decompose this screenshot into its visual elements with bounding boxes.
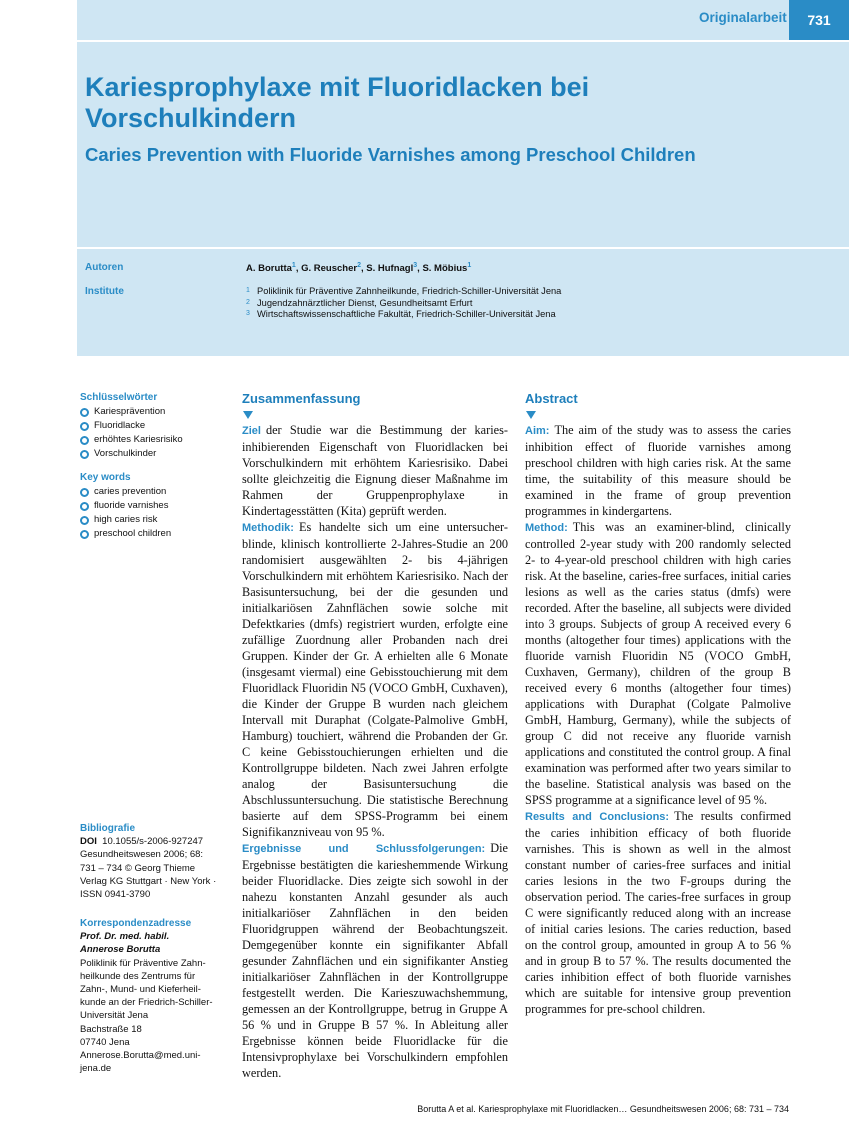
paragraph-text: der Studie war die Bestimmung der karies-inhibierenden Eigenschaft von Fluoridlacken bei Vorschulkindern mit erhöhtem Kariesrisiko. Dabei sollte gleichzeitig die Eignung dieser Maßnahme im Rahmen der Gruppenprophylaxe in Kindertagesstätten (Kita) geprüft werden. — [242, 423, 508, 518]
abstract-paragraph — [525, 422, 791, 519]
bullet-icon — [80, 408, 89, 417]
author-name: G. Reuscher — [301, 263, 358, 275]
correspondence-heading: Korrespondenzadresse — [80, 918, 192, 929]
address-line: Bachstraße 18 — [80, 1023, 142, 1035]
keyword-item — [80, 405, 230, 419]
doi-value: 10.1055/s-2006-927247 — [102, 836, 204, 848]
triangle-marker-icon — [243, 411, 253, 419]
author-affiliation: 1 — [467, 262, 472, 269]
keyword-item — [80, 419, 230, 433]
author-name: S. Möbius — [422, 263, 468, 275]
paragraph-text: Es handelte sich um eine untersucher-blinde, klinisch kontrollierte 2-Jahres-Studie an 200 randomisiert ausgewählten 2- bis 4-jährigen Vorschulkindern mit erhöhtem Kariesrisiko. Nach der Basisuntersuchung, bei der die gesunden und initialkariösen Zahnflächen sowie solche mit Defektkaries (dmfs) registriert wurden, erfolgte eine zufällige Zuordnung aller Probanden nach drei Gruppen. Kinder der Gr. A erhielten alle 6 Monate (insgesamt viermal) eine Gebisstouchierung mit dem Fluoridlack Fluoridin N5 (VOCO GmbH, Cuxhaven), die Kinder der Gruppe B wurden nach gleichem Intervall mit Duraphat (Colgate-Palmolive GmbH, Hamburg) touchiert, während die Probanden der Gr. C keine Gebisstouchierungen erhielten und die Kontrollgruppe bildeten. Nach zwei Jahren erfolgte analog der Basisuntersuchung die Abschlussuntersuchung. Die statistische Berechnung basierte auf dem SPSS-Programm bei einem Signifikanzniveau von 95 %. — [242, 520, 508, 839]
bibliography-line: ISSN 0941-3790 — [80, 889, 151, 901]
correspondence-name: Prof. Dr. med. habil. — [80, 931, 170, 943]
keyword-text: preschool children — [94, 528, 172, 539]
address-line: 07740 Jena — [80, 1036, 130, 1048]
title-english: Caries Prevention with Fluoride Varnishes among Preschool Children — [85, 144, 696, 165]
bibliography-heading: Bibliografie — [80, 823, 136, 834]
keyword-item — [80, 499, 230, 513]
correspondence-name: Annerose Borutta — [80, 944, 161, 956]
keyword-text: Kariesprävention — [94, 406, 166, 417]
keyword-item — [80, 447, 230, 461]
institute-text: Poliklinik für Präventive Zahnheilkunde, Friedrich-Schiller-Universität Jena — [257, 286, 562, 296]
author-name: A. Borutta — [246, 263, 292, 275]
keyword-text: erhöhtes Kariesrisiko — [94, 434, 183, 445]
bibliography — [80, 822, 230, 901]
bullet-icon — [80, 422, 89, 431]
triangle-marker-icon — [526, 411, 536, 419]
paragraph-text: The results confirmed the caries inhibition efficacy of both fluoride varnishes. This is shown as well in the almost constant number of caries-free surfaces and initial caries lesions in the two F-groups during the observation period. The caries-free surfaces in group C were significantly reduced along with an increase of initial caries lesions. The caries reduction, based on the control group, amounted in group A to 56 % and in group B to 57 %. The results documented the caries inhibition effect of both fluoride varnishes which are suitable for intensive group prevention programmes for pre-school children. — [525, 809, 792, 1016]
bullet-icon — [80, 436, 89, 445]
email-line: jena.de — [80, 1063, 112, 1075]
keyword-text: high caries risk — [94, 514, 158, 525]
authors-label: Autoren — [85, 262, 124, 273]
bullet-icon — [80, 488, 89, 497]
author-affiliation: 2 — [357, 262, 361, 269]
email-line: Annerose.Borutta@med.uni- — [80, 1050, 201, 1062]
abstract-column — [525, 391, 791, 1017]
keyword-item — [80, 433, 230, 447]
keywords-english — [80, 471, 230, 541]
bibliography-line: Gesundheitswesen 2006; 68: — [80, 849, 204, 861]
title-german: Kariesprophylaxe mit Fluoridlacken bei Vorschulkindern — [85, 72, 590, 133]
address-line: Universität Jena — [80, 1010, 149, 1022]
institute-item — [246, 298, 561, 310]
paragraph-text: This was an examiner-blind, clinically controlled 2-year study with 200 randomly selected 2- to 4-year-old preschool children with high caries risk. At the baseline, caries-free surfaces, initial caries lesions as well as the caries status (dmfs) were recorded. After the baseline, all subjects were divided into 3 groups. Subjects of group A received every 6 months (altogether four times) applications with the fluoride varnish Fluoridin N5 (VOCO GmbH, Cuxhaven, Germany), children of the group B received every 6 months (altogether four times) applications with Duraphat (Colgate Palmolive GmbH, Hamburg, Germany), while the subjects of group C did not receive any fluoride varnish applications and constituted the control group. A final examination was performed after two years similar to the baseline. Statistical analysis was based on the SPSS programme at a significance level of 95 %. — [525, 520, 791, 807]
zusammenfassung-column — [242, 391, 508, 1081]
paragraph-label: Ziel — [242, 425, 261, 437]
keyword-text: Vorschulkinder — [94, 448, 157, 459]
address-line: kunde an der Friedrich-Schiller- — [80, 997, 213, 1009]
keyword-text: fluoride varnishes — [94, 500, 169, 511]
keyword-item — [80, 527, 230, 541]
bibliography-line: 731 – 734 © Georg Thieme — [80, 862, 196, 874]
keywords-german — [80, 391, 230, 461]
paragraph-label: Results and Conclusions: — [525, 811, 670, 823]
keywords-english-heading: Key words — [80, 472, 131, 483]
bullet-icon — [80, 530, 89, 539]
keyword-item — [80, 513, 230, 527]
author-affiliation: 3 — [413, 262, 418, 269]
institute-item — [246, 309, 561, 321]
abstract-paragraph — [242, 519, 508, 840]
keyword-item — [80, 485, 230, 499]
paragraph-label: Ergebnisse und Schlussfolgerungen: — [242, 843, 486, 855]
correspondence — [80, 917, 230, 1075]
paragraph-text: Die Ergebnisse bestätigten die karieshemmende Wirkung beider Fluoridlacke. Dies zeigte sich sowohl in der nahezu konstanten Anzahl gesunder als auch initialkariöser Zahnflächen in den beiden Fluoridgruppen während der Beobachtungszeit. Demgegenüber konnte ein signifikanter Abfall gesunder Zahnflächen und ein signifikanter Anstieg initialkariöser Zahnflächen in der Kontrollgruppe festgestellt werden. Die Karieszuwachshemmung, gemessen an der Kontrollgruppe, betrug in Gruppe A 56 % und in Gruppe B 57 %. In Ableitung aller Ergebnisse können beide Fluoridlacke für die Intensivprophylaxe bei Vorschulkindern empfohlen werden. — [242, 841, 508, 1080]
paragraph-text: The aim of the study was to assess the caries inhibition effect of fluoride varnishes among preschool children with high caries risk. At the same time, the suitability of this measure should be examined in the frame of group prevention programmes in kindergartens. — [525, 423, 791, 518]
section-label: Originalarbeit — [699, 10, 787, 25]
institute-item — [246, 286, 561, 298]
doi-label: DOI — [80, 836, 97, 848]
bibliography-line: Verlag KG Stuttgart · New York · — [80, 875, 217, 887]
institute-number: 1 — [246, 287, 250, 294]
zusammenfassung-heading: Zusammenfassung — [242, 391, 361, 406]
page-footer: Borutta A et al. Kariesprophylaxe mit Fluoridlacken… Gesundheitswesen 2006; 68: 731 – 734 — [417, 1104, 789, 1114]
address-line: Poliklinik für Präventive Zahn- — [80, 957, 206, 969]
abstract-paragraph — [525, 808, 791, 1017]
address-line: heilkunde des Zentrums für — [80, 970, 196, 982]
author-name: S. Hufnagl — [366, 263, 414, 275]
keywords-german-heading: Schlüsselwörter — [80, 392, 158, 403]
institute-text: Jugendzahnärztlicher Dienst, Gesundheitsamt Erfurt — [257, 297, 473, 308]
address-line: Zahn-, Mund- und Kieferheil- — [80, 984, 201, 996]
institute-text: Wirtschaftswissenschaftliche Fakultät, Friedrich-Schiller-Universität Jena — [257, 309, 556, 320]
institutes-list — [246, 286, 561, 321]
paragraph-label: Methodik: — [242, 522, 294, 534]
institutes-label: Institute — [85, 286, 124, 297]
abstract-paragraph — [242, 840, 508, 1081]
doi-line — [80, 835, 230, 848]
abstract-paragraph — [525, 519, 791, 808]
institute-number: 2 — [246, 298, 250, 306]
page-number: 731 — [789, 0, 849, 40]
bullet-icon — [80, 502, 89, 511]
paragraph-label: Aim: — [525, 425, 550, 437]
paragraph-label: Method: — [525, 522, 568, 534]
authors-line: A. Borutta$^1$, G. Reuscher$^2$, S. Hufnagl$^3$, S. Möbius$^1$ — [246, 262, 472, 275]
keyword-text: Fluoridlacke — [94, 420, 146, 431]
keyword-text: caries prevention — [94, 486, 167, 497]
author-affiliation: 1 — [291, 262, 296, 269]
institute-number: 3 — [246, 310, 250, 318]
bullet-icon — [80, 450, 89, 459]
abstract-paragraph — [242, 422, 508, 519]
abstract-heading: Abstract — [525, 391, 578, 406]
bullet-icon — [80, 516, 89, 525]
